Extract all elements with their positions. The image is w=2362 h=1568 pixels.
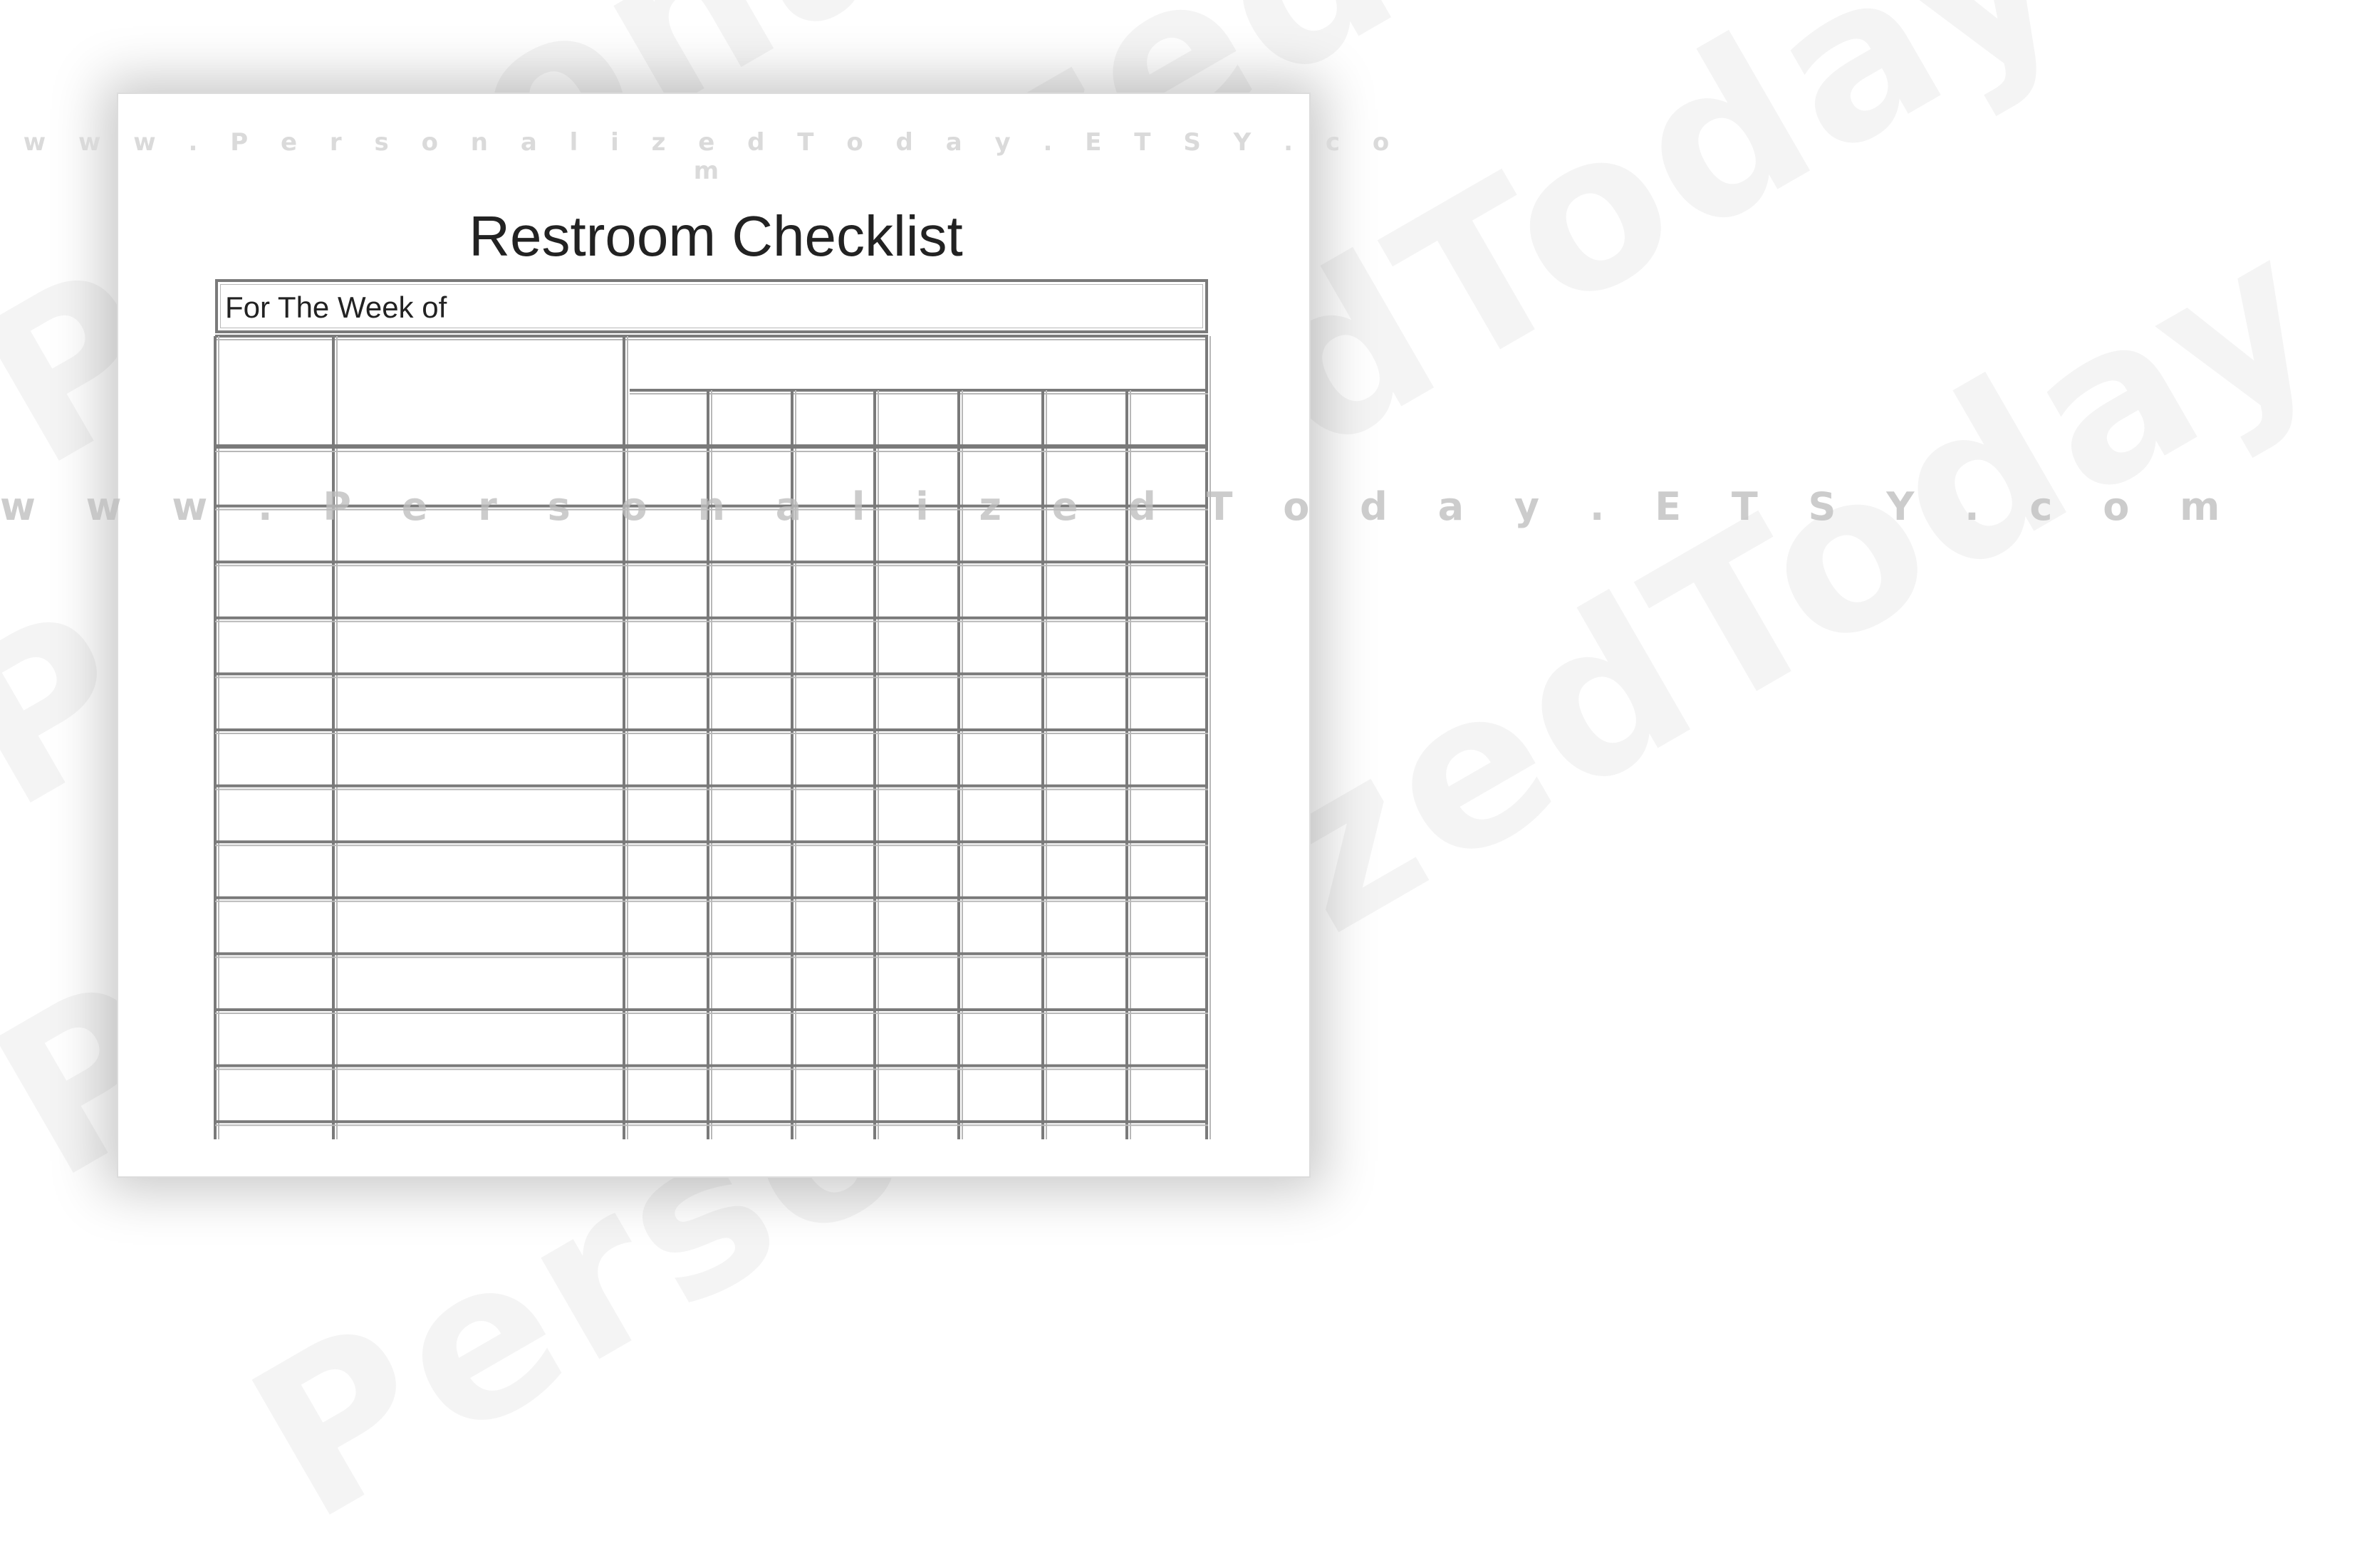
middle-url-watermark: w w w . P e r s o n a l i z e d T o d a y . E T S Y . c o m (0, 484, 2239, 529)
top-url-watermark: w w w . P e r s o n a l i z e d T o d a y . E T S Y . c o m (23, 128, 1402, 185)
page-title: Restroom Checklist (469, 204, 963, 268)
checklist-grid (0, 0, 1425, 1139)
week-of-label: For The Week of (225, 291, 447, 324)
